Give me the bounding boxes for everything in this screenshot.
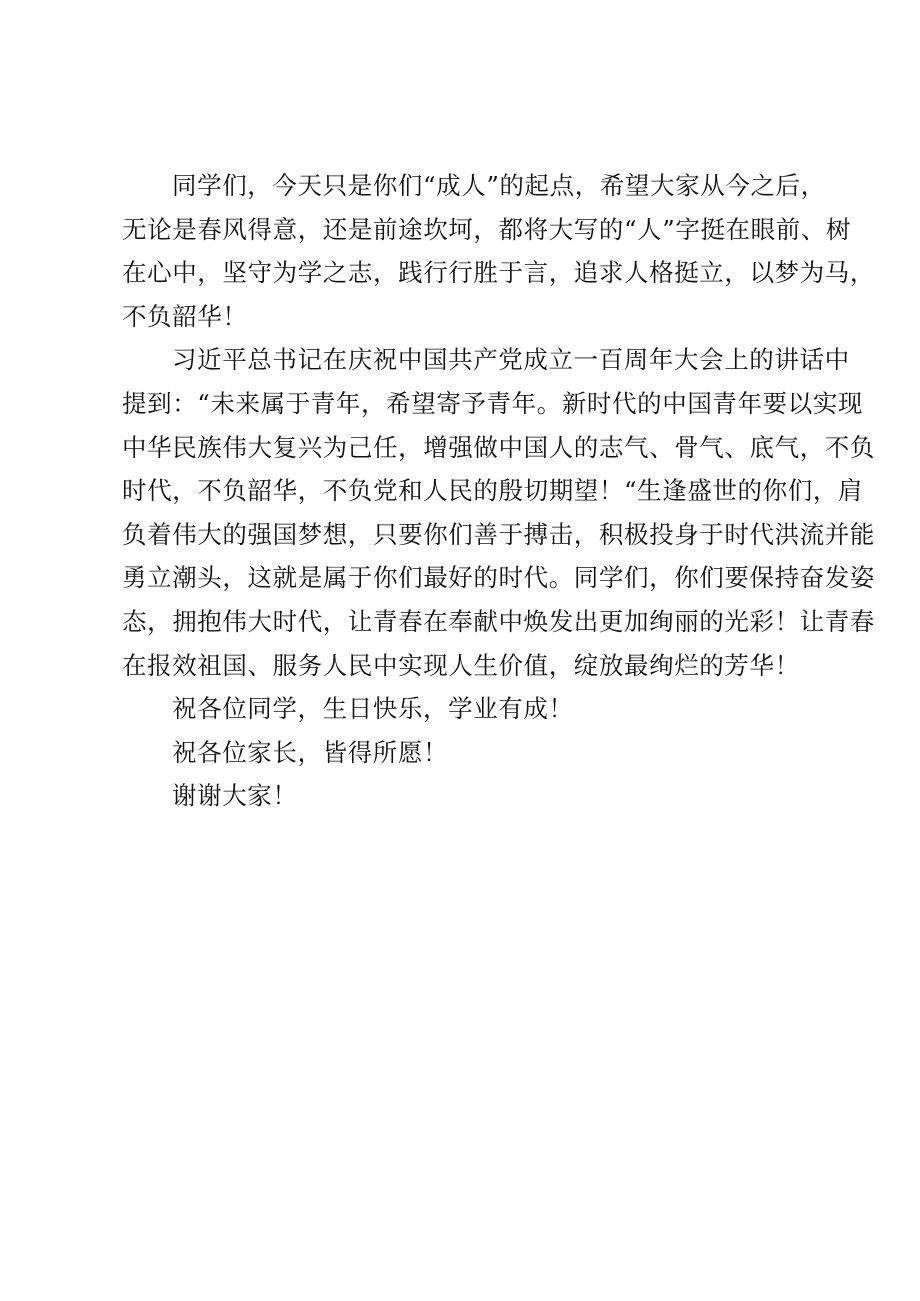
closing-thanks: 谢谢大家！ bbox=[172, 781, 298, 811]
text-line: 无论是春风得意，还是前途坎坷，都将大写的“人”字挺在眼前、树 bbox=[122, 214, 852, 244]
text-line: 不负韶华！ bbox=[122, 301, 248, 331]
document-body bbox=[122, 164, 875, 818]
text-line: 在报效祖国、服务人民中实现人生价值，绽放最绚烂的芳华！ bbox=[122, 650, 800, 680]
text-line: 时代，不负韶华，不负党和人民的殷切期望！“生逢盛世的你们，肩 bbox=[122, 476, 864, 506]
text-line: 勇立潮头，这就是属于你们最好的时代。同学们，你们要保持奋发姿 bbox=[122, 563, 875, 593]
text-line: 提到：“未来属于青年，希望寄予青年。新时代的中国青年要以实现 bbox=[122, 388, 864, 418]
text-line: 中华民族伟大复兴为己任，增强做中国人的志气、骨气、底气，不负 bbox=[122, 432, 875, 462]
text-line: 在心中，坚守为学之志，践行行胜于言，追求人格挺立，以梦为马， bbox=[122, 258, 875, 288]
wish-parents: 祝各位家长，皆得所愿！ bbox=[172, 737, 449, 767]
paragraph-youth-quote bbox=[122, 338, 875, 687]
wish-students: 祝各位同学，生日快乐，学业有成！ bbox=[172, 694, 574, 724]
text-line: 习近平总书记在庆祝中国共产党成立一百周年大会上的讲话中 bbox=[172, 345, 850, 375]
text-line: 态，拥抱伟大时代，让青春在奉献中焕发出更加绚丽的光彩！让青春 bbox=[122, 606, 875, 636]
text-line: 负着伟大的强国梦想，只要你们善于搏击，积极投身于时代洪流并能 bbox=[122, 519, 875, 549]
text-line: 同学们，今天只是你们“成人”的起点，希望大家从今之后， bbox=[172, 171, 826, 200]
paragraph-coming-of-age bbox=[122, 164, 875, 338]
